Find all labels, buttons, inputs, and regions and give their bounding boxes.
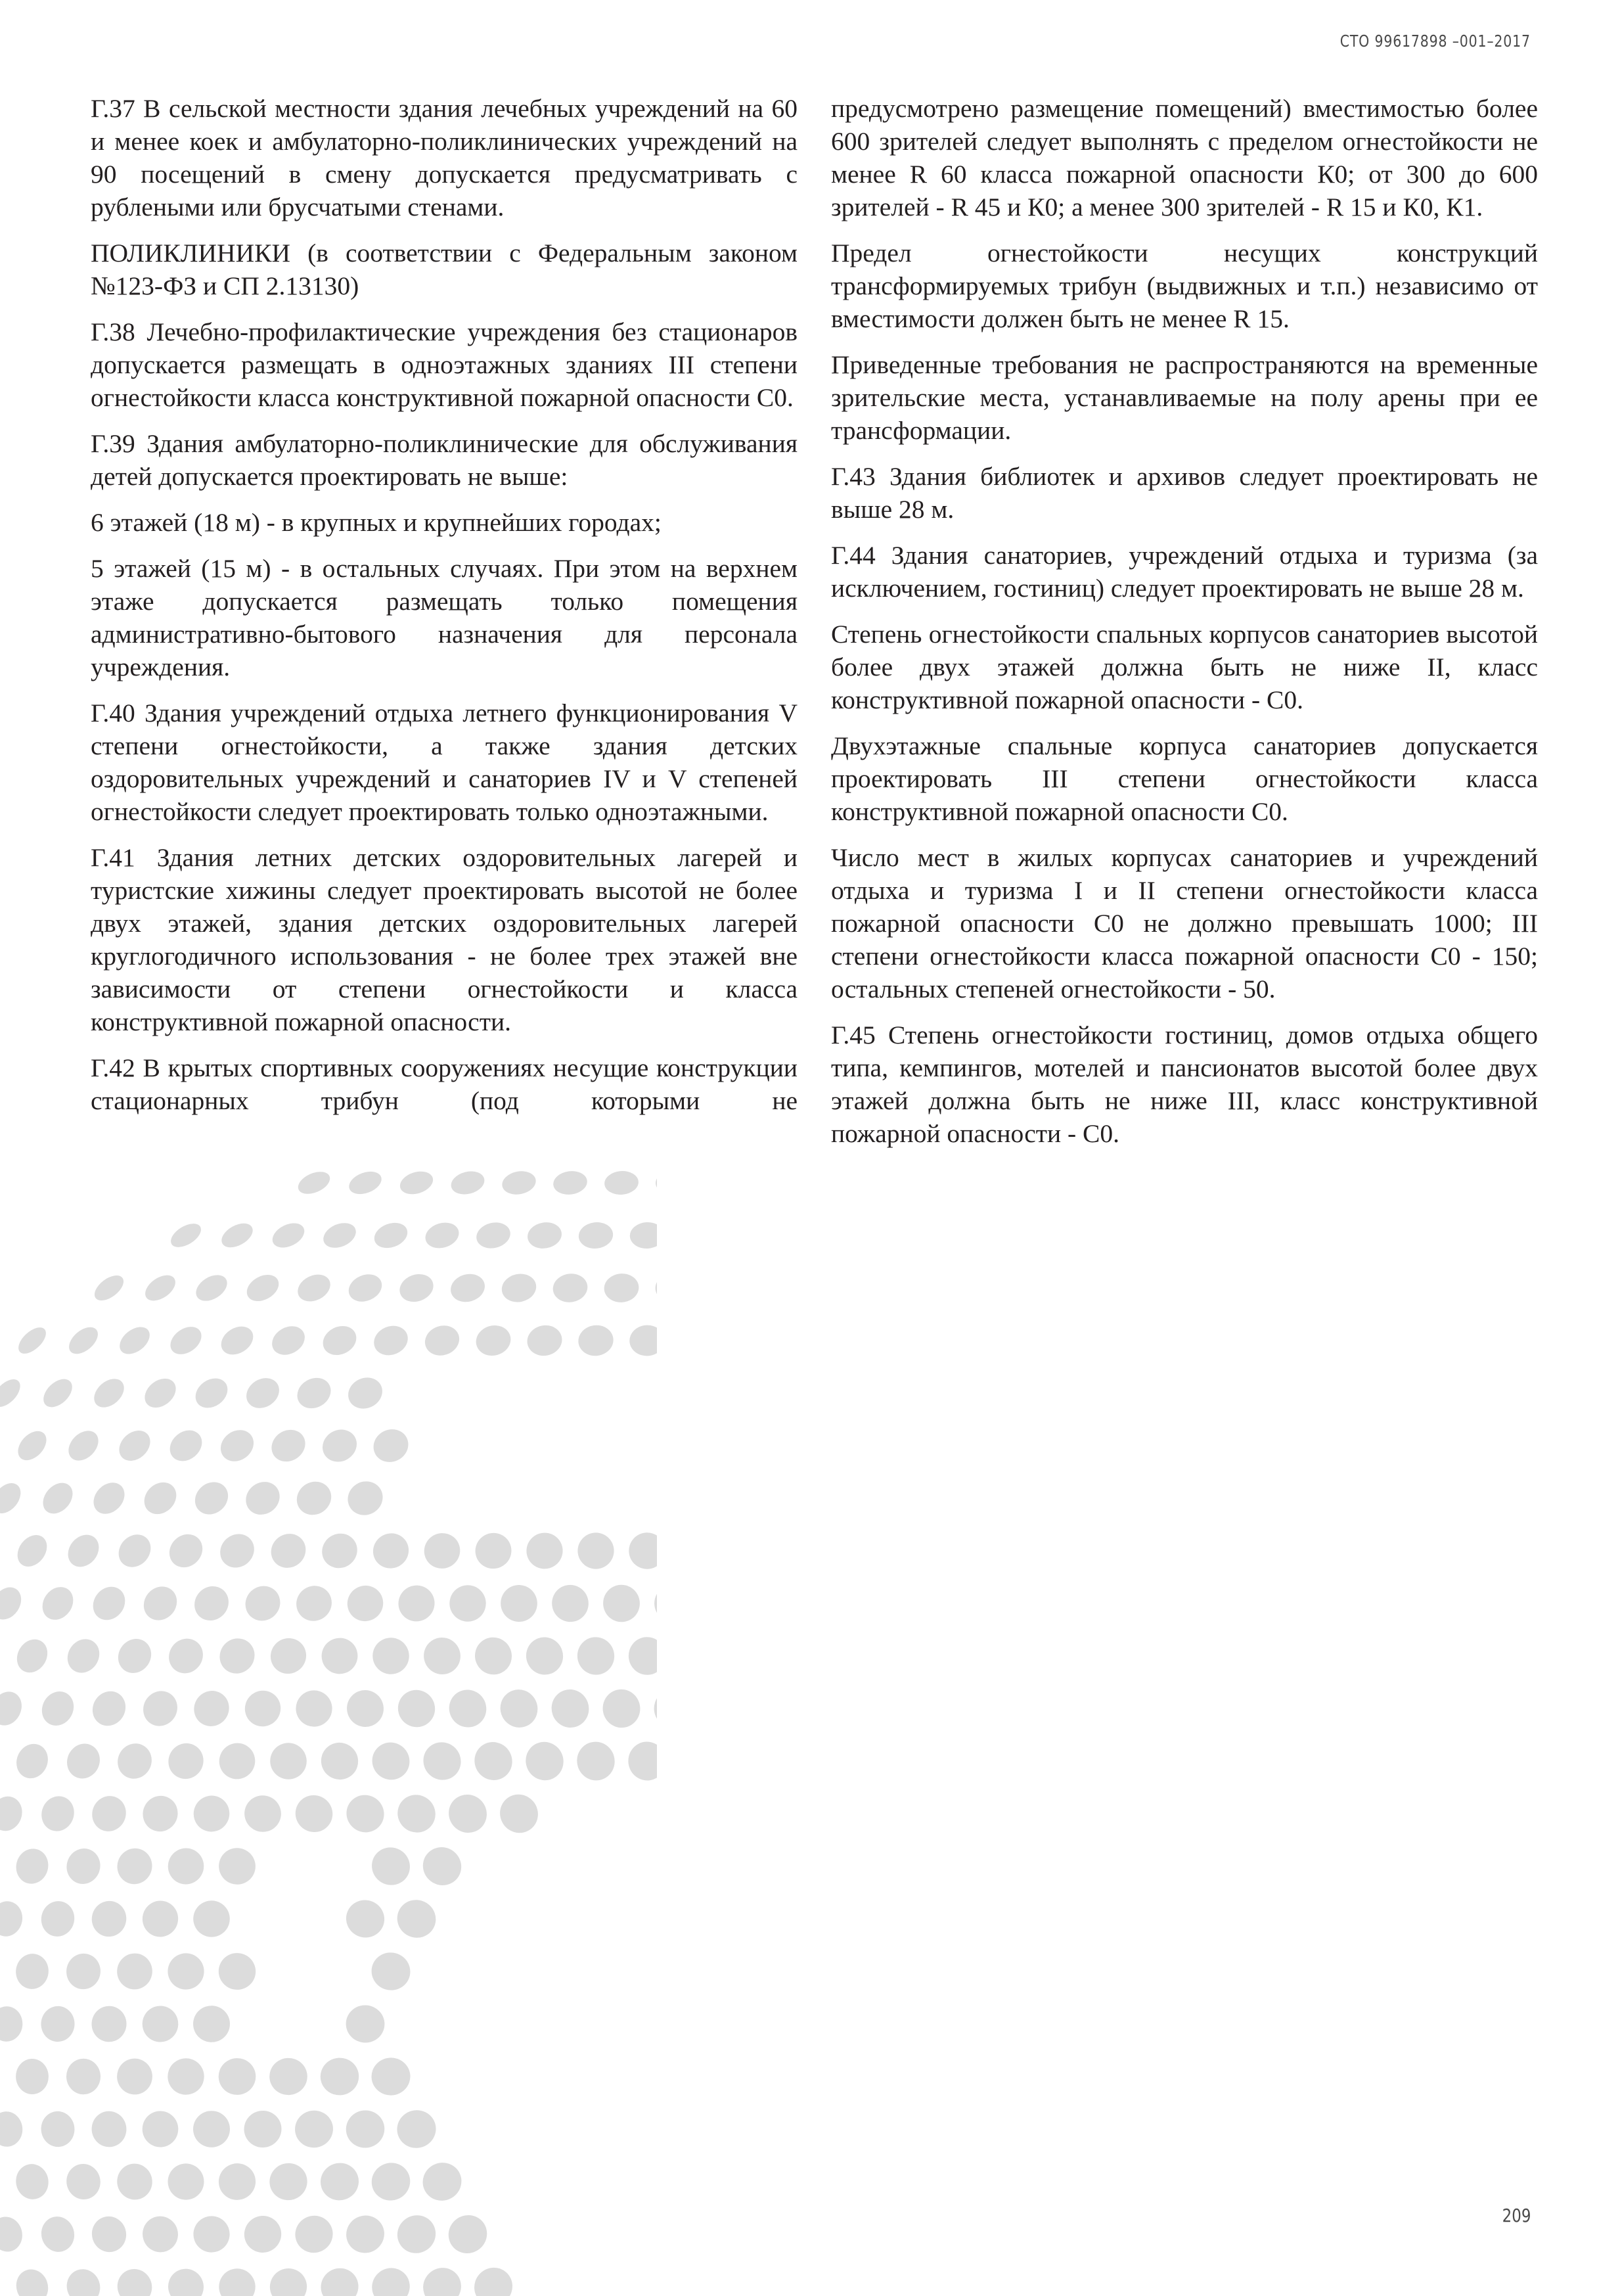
globe-dot bbox=[289, 2209, 339, 2259]
globe-dot bbox=[63, 2161, 103, 2202]
globe-dot bbox=[37, 2213, 79, 2255]
globe-dot bbox=[500, 1170, 537, 1197]
globe-dot bbox=[138, 2211, 183, 2257]
globe-dot bbox=[418, 1527, 466, 1574]
globe-dot bbox=[38, 1898, 78, 1939]
globe-dot bbox=[263, 1735, 314, 1787]
globe-dot bbox=[319, 1218, 359, 1252]
globe-dot bbox=[12, 2265, 53, 2296]
globe-dot bbox=[62, 1425, 104, 1466]
globe-dot bbox=[162, 1528, 209, 1574]
globe-dot bbox=[367, 1527, 415, 1574]
globe-dot bbox=[263, 1631, 314, 1682]
globe-dot bbox=[112, 1632, 158, 1680]
globe-dot bbox=[0, 2213, 26, 2255]
globe-dot bbox=[86, 1685, 132, 1732]
globe-dot bbox=[289, 1578, 339, 1628]
globe-dot bbox=[600, 1582, 642, 1624]
globe-dot bbox=[191, 1270, 231, 1306]
paragraph-g42-start: Г.42 В крытых спортивных сооружениях несущие конструкции стационарных трибун (под которыми не bbox=[91, 1053, 798, 1115]
globe-dot bbox=[164, 2160, 208, 2204]
globe-dot bbox=[292, 1372, 336, 1414]
globe-dot bbox=[238, 1684, 288, 1734]
globe-dot bbox=[344, 1270, 386, 1306]
globe-dot bbox=[340, 1894, 390, 1943]
globe-dot bbox=[416, 1735, 468, 1788]
globe-dot bbox=[600, 1686, 644, 1731]
globe-dot bbox=[62, 1528, 105, 1573]
globe-dot bbox=[242, 1270, 284, 1306]
globe-dot bbox=[189, 2211, 235, 2258]
globe-dot bbox=[449, 1170, 487, 1198]
globe-dot bbox=[36, 1686, 80, 1731]
globe-dot bbox=[214, 1843, 261, 1891]
paragraph-g42-continued: предусмотрено размещение помещений) вместимостью более 600 зрителей следует выполнять с пределом огнестойкости не менее R 60 класса пожарной опасности К0; от 300 до 600 зрителей - R 45 и К0; а менее 300 зрителей - R 15 и К0, К1. bbox=[831, 94, 1538, 221]
globe-dot bbox=[654, 1584, 657, 1623]
globe-dot bbox=[162, 1632, 210, 1680]
globe-dot bbox=[192, 2004, 231, 2043]
globe-dot bbox=[11, 1634, 54, 1678]
globe-dot bbox=[90, 1270, 128, 1305]
globe-dot bbox=[64, 1322, 103, 1359]
globe-dot bbox=[366, 2157, 416, 2206]
globe-dot bbox=[87, 1791, 131, 1837]
globe-dot bbox=[342, 2107, 388, 2151]
globe-dot bbox=[655, 1274, 657, 1303]
globe-dot bbox=[0, 1792, 27, 1835]
document-code: СТО 99617898 –001–2017 bbox=[1339, 32, 1531, 51]
globe-dot bbox=[314, 1630, 365, 1681]
globe-dot bbox=[141, 1270, 180, 1306]
globe-dot bbox=[422, 1219, 462, 1252]
globe-dot bbox=[218, 2057, 257, 2096]
globe-dot bbox=[137, 1580, 183, 1627]
globe-dot bbox=[213, 1631, 262, 1680]
globe-dot bbox=[466, 2260, 520, 2296]
globe-dot bbox=[113, 1425, 156, 1467]
globe-dot bbox=[288, 1788, 340, 1839]
globe-dot bbox=[12, 1845, 52, 1888]
globe-dot bbox=[269, 2057, 308, 2096]
globe-dot bbox=[139, 1373, 182, 1413]
globe-dot bbox=[61, 1633, 106, 1679]
globe-dot bbox=[472, 1321, 514, 1360]
globe-dot bbox=[141, 2005, 179, 2043]
globe-dot bbox=[114, 2160, 156, 2203]
globe-dot bbox=[13, 2161, 51, 2202]
globe-dot bbox=[12, 1426, 52, 1466]
paragraph-g39-item-6-floors: 6 этажей (18 м) - в крупных и крупнейших городах; bbox=[91, 508, 662, 537]
globe-dot bbox=[240, 1372, 284, 1414]
globe-dot bbox=[369, 1321, 412, 1360]
globe-dot bbox=[167, 1219, 205, 1252]
globe-dot bbox=[519, 1735, 570, 1787]
globe-dot bbox=[392, 1578, 441, 1628]
globe-dot bbox=[315, 2158, 364, 2206]
globe-dot bbox=[112, 1737, 158, 1785]
globe-dot bbox=[319, 2057, 359, 2096]
globe-dot bbox=[0, 1478, 26, 1519]
globe-dot bbox=[11, 1739, 53, 1783]
globe-dot bbox=[137, 1790, 184, 1837]
paragraph-g40: Г.40 Здания учреждений отдыха летнего функционирования V степени огнестойкости, а также здания детских оздоровительных учреждений и санаториев IV и V степеней огнестойкости следует проектировать только одноэтажными. bbox=[91, 699, 798, 826]
globe-dot bbox=[391, 1893, 442, 1944]
paragraph-transformable-stands: Предел огнестойкости несущих конструкций трансформируемых трибун (выдвижных и т.п.) независимо от вместимости должен быть не менее R 15. bbox=[831, 239, 1538, 333]
globe-dot bbox=[11, 1529, 53, 1573]
globe-dot bbox=[524, 1322, 564, 1359]
globe-dot bbox=[190, 1372, 233, 1413]
paragraph-g45: Г.45 Степень огнестойкости гостиниц, домов отдыха общего типа, кемпингов, мотелей и пансионатов высотой более двух этажей должна быть не ниже III, класс конструктивной пожарной опасности - С0. bbox=[831, 1021, 1538, 1148]
globe-dot bbox=[215, 1423, 260, 1467]
globe-dot bbox=[416, 2156, 468, 2207]
globe-dot bbox=[139, 1897, 182, 1941]
globe-dot bbox=[37, 1791, 79, 1836]
paragraph-places-count: Число мест в жилых корпусах санаториев и учреждений отдыха и туризма I и II степени огнестойкости класса пожарной опасности С0 не должно превышать 1000; III степени огнестойкости класса пожарной опасности С0 - 150; остальных степеней огнестойкости - 50. bbox=[831, 843, 1538, 1003]
globe-dot bbox=[213, 2262, 261, 2296]
globe-dot bbox=[191, 2108, 233, 2149]
globe-dot bbox=[114, 1951, 154, 1992]
globe-dot bbox=[0, 2006, 24, 2042]
globe-dot bbox=[551, 1272, 590, 1305]
globe-dot bbox=[87, 2212, 131, 2256]
globe-dot bbox=[470, 1528, 517, 1574]
globe-dot bbox=[264, 1527, 313, 1574]
globe-dot bbox=[574, 1634, 618, 1679]
globe-dot bbox=[625, 1739, 657, 1783]
globe-dot bbox=[112, 2264, 157, 2296]
globe-dot bbox=[604, 1170, 639, 1196]
globe-dot bbox=[14, 1952, 51, 1991]
globe-dot bbox=[241, 2108, 284, 2151]
globe-dot bbox=[526, 1220, 564, 1251]
globe-dot bbox=[212, 1736, 262, 1786]
globe-dot bbox=[315, 1527, 364, 1574]
globe-dot bbox=[390, 1787, 443, 1841]
globe-dot bbox=[365, 1630, 416, 1682]
paragraph-g41: Г.41 Здания летних детских оздоровительных лагерей и туристские хижины следует проектировать высотой не более двух этажей, здания детских оздоровительных лагерей круглогодичного использования - не более трех этажей вне зависимости от степени огнестойкости и класса конструктивной пожарной опасности. bbox=[91, 843, 798, 1036]
globe-dot bbox=[0, 1898, 26, 1939]
globe-dot bbox=[468, 1631, 518, 1681]
globe-dot bbox=[15, 2058, 49, 2094]
globe-dot bbox=[162, 2263, 210, 2296]
dotted-globe-decoration bbox=[0, 1170, 657, 2296]
globe-dot bbox=[238, 2210, 287, 2258]
globe-dot bbox=[415, 2260, 469, 2296]
globe-dot bbox=[390, 1682, 442, 1734]
globe-dot bbox=[441, 2207, 495, 2261]
globe-dot bbox=[265, 1423, 311, 1468]
globe-dot bbox=[521, 1632, 568, 1680]
globe-dot bbox=[313, 1735, 365, 1787]
globe-dot bbox=[39, 2109, 77, 2149]
right-text-column bbox=[831, 92, 1538, 1163]
globe-dot bbox=[575, 1530, 617, 1572]
paragraph-g37: Г.37 В сельской местности здания лечебных учреждений на 60 и менее коек и амбулаторно-поликлинических учреждений на 90 посещений в смену допускается предусматривать с рублеными или брусчатыми стенами. bbox=[91, 94, 798, 221]
globe-dot bbox=[167, 2057, 204, 2095]
globe-dot bbox=[265, 2159, 312, 2205]
globe-dot bbox=[166, 1321, 207, 1360]
globe-dot bbox=[164, 1424, 208, 1467]
globe-dot bbox=[340, 1578, 390, 1628]
globe-dot bbox=[314, 2261, 366, 2296]
globe-dot bbox=[421, 1321, 464, 1360]
globe-dot bbox=[629, 1324, 657, 1357]
globe-dot bbox=[339, 1787, 392, 1840]
globe-dot bbox=[627, 1531, 657, 1571]
globe-dot bbox=[215, 1950, 259, 1992]
globe-dot bbox=[318, 1321, 361, 1361]
globe-dot bbox=[14, 1323, 51, 1358]
globe-dot bbox=[238, 1789, 288, 1839]
globe-dot bbox=[66, 2058, 101, 2095]
globe-dot bbox=[365, 2261, 417, 2296]
globe-dot bbox=[61, 1738, 106, 1784]
globe-dot bbox=[162, 1737, 210, 1785]
globe-dot bbox=[290, 1475, 338, 1522]
globe-dot bbox=[62, 1845, 105, 1889]
globe-dot bbox=[653, 1688, 657, 1728]
globe-dot bbox=[547, 1684, 594, 1732]
globe-dot bbox=[263, 2262, 314, 2296]
paragraph-g39: Г.39 Здания амбулаторно-поликлинические для обслуживания детей допускается проектировать не выше: bbox=[91, 429, 798, 491]
globe-dot bbox=[474, 1219, 513, 1252]
globe-dot bbox=[216, 1321, 259, 1360]
globe-dot bbox=[293, 1270, 334, 1307]
globe-dot bbox=[163, 1843, 209, 1890]
globe-dot bbox=[292, 2107, 336, 2151]
globe-dot bbox=[371, 1218, 411, 1252]
globe-dot bbox=[548, 1581, 593, 1626]
paragraph-g43: Г.43 Здания библиотек и архивов следует проектировать не выше 28 м. bbox=[831, 462, 1538, 524]
globe-dot bbox=[317, 1423, 363, 1468]
globe-dot bbox=[165, 1950, 207, 1992]
globe-dot bbox=[0, 1686, 28, 1730]
globe-dot bbox=[267, 1321, 309, 1361]
globe-dot bbox=[367, 1948, 415, 1994]
globe-dot bbox=[239, 1475, 286, 1521]
globe-dot bbox=[189, 1896, 235, 1942]
globe-dot bbox=[656, 1171, 657, 1195]
globe-dot bbox=[189, 1475, 235, 1521]
globe-dot bbox=[396, 1270, 438, 1306]
globe-dot bbox=[415, 1839, 469, 1893]
paragraph-sanatorium-fire-rating: Степень огнестойкости спальных корпусов санаториев высотой более двух этажей должна быть не ниже II, класс конструктивной пожарной опасности - С0. bbox=[831, 620, 1538, 714]
globe-dot bbox=[340, 2209, 391, 2260]
globe-dot bbox=[371, 2057, 412, 2097]
globe-dot bbox=[365, 1840, 417, 1892]
globe-dot bbox=[447, 1270, 488, 1306]
paragraph-g38: Г.38 Лечебно-профилактические учреждения без стационаров допускается размещать в одноэтажных зданиях III степени огнестойкости класса конструктивной пожарной опасности С0. bbox=[91, 317, 798, 412]
globe-dot bbox=[346, 1170, 385, 1198]
globe-dot bbox=[493, 1787, 546, 1840]
globe-dot bbox=[112, 1844, 157, 1889]
globe-dot bbox=[627, 1635, 657, 1676]
globe-dot bbox=[397, 1170, 436, 1198]
globe-dot bbox=[390, 2208, 443, 2261]
globe-dot bbox=[552, 1170, 589, 1197]
globe-dot bbox=[87, 1580, 132, 1626]
globe-dot bbox=[495, 1580, 543, 1627]
globe-dot bbox=[91, 2005, 127, 2042]
globe-dot bbox=[417, 1630, 468, 1681]
globe-dot bbox=[114, 1321, 154, 1360]
globe-dot bbox=[87, 1477, 131, 1520]
globe-dot bbox=[269, 1218, 309, 1252]
globe-dot bbox=[140, 2109, 181, 2149]
globe-dot bbox=[112, 1528, 158, 1573]
globe-dot bbox=[187, 1684, 236, 1733]
globe-dot bbox=[629, 1222, 657, 1250]
globe-dot bbox=[138, 1476, 183, 1521]
globe-dot bbox=[368, 1423, 414, 1467]
globe-dot bbox=[572, 1737, 619, 1785]
globe-dot bbox=[38, 1373, 78, 1412]
globe-dot bbox=[187, 1789, 235, 1838]
page-number: 209 bbox=[1502, 2205, 1531, 2226]
globe-dot bbox=[365, 1735, 417, 1787]
globe-dot bbox=[499, 1271, 539, 1306]
globe-dot bbox=[441, 1787, 495, 1841]
globe-dot bbox=[442, 1683, 493, 1735]
left-text-column bbox=[91, 92, 798, 1130]
paragraph-two-storey-corps: Двухэтажные спальные корпуса санаториев допускается проектировать III степени огнестойкости класса конструктивной пожарной опасности С0. bbox=[831, 731, 1538, 826]
globe-dot bbox=[295, 1170, 334, 1199]
globe-dot bbox=[603, 1272, 640, 1304]
globe-dot bbox=[0, 2110, 24, 2148]
globe-dot bbox=[214, 1527, 261, 1574]
globe-dot bbox=[340, 1682, 392, 1734]
paragraph-polyclinics-heading: ПОЛИКЛИНИКИ (в соответствии с Федеральным законом №123-ФЗ и СП 2.13130) bbox=[91, 239, 798, 300]
globe-dot bbox=[577, 1323, 616, 1358]
globe-dot bbox=[187, 1579, 235, 1627]
globe-dot bbox=[37, 1477, 78, 1520]
globe-dot bbox=[522, 1528, 567, 1573]
globe-dot bbox=[89, 2109, 128, 2149]
globe-dot bbox=[0, 1582, 27, 1625]
globe-dot bbox=[36, 1581, 79, 1626]
paragraph-g39-item-5-floors: 5 этажей (15 м) - в остальных случаях. При этом на верхнем этаже допускается размещать только помещения административно-бытового назначения для персонала учреждения. bbox=[91, 554, 798, 681]
globe-dot bbox=[62, 2264, 105, 2296]
globe-dot bbox=[0, 1375, 25, 1412]
globe-dot bbox=[344, 2004, 386, 2045]
globe-dot bbox=[89, 1373, 129, 1413]
globe-dot bbox=[215, 2159, 260, 2205]
globe-dot bbox=[494, 1684, 544, 1734]
globe-dot bbox=[288, 1683, 340, 1734]
globe-dot bbox=[343, 1372, 388, 1414]
globe-dot bbox=[577, 1220, 615, 1250]
paragraph-g44: Г.44 Здания санаториев, учреждений отдыха и туризма (за исключением, гостиниц) следует проектировать не выше 28 м. bbox=[831, 541, 1538, 603]
globe-dot bbox=[467, 1735, 520, 1787]
globe-dot bbox=[443, 1579, 492, 1628]
globe-dot bbox=[393, 2106, 440, 2153]
globe-dot bbox=[217, 1218, 257, 1252]
globe-dot bbox=[88, 1897, 130, 1940]
globe-dot bbox=[40, 2006, 76, 2043]
globe-dot bbox=[64, 1951, 103, 1991]
globe-dot bbox=[238, 1579, 288, 1628]
globe-dot bbox=[137, 1684, 184, 1732]
paragraph-temporary-seats: Приведенные требования не распространяются на временные зрительские места, устанавливаемые на полу арены при ее трансформации. bbox=[831, 350, 1538, 445]
globe-dot bbox=[116, 2058, 153, 2096]
globe-dot bbox=[342, 1475, 389, 1522]
